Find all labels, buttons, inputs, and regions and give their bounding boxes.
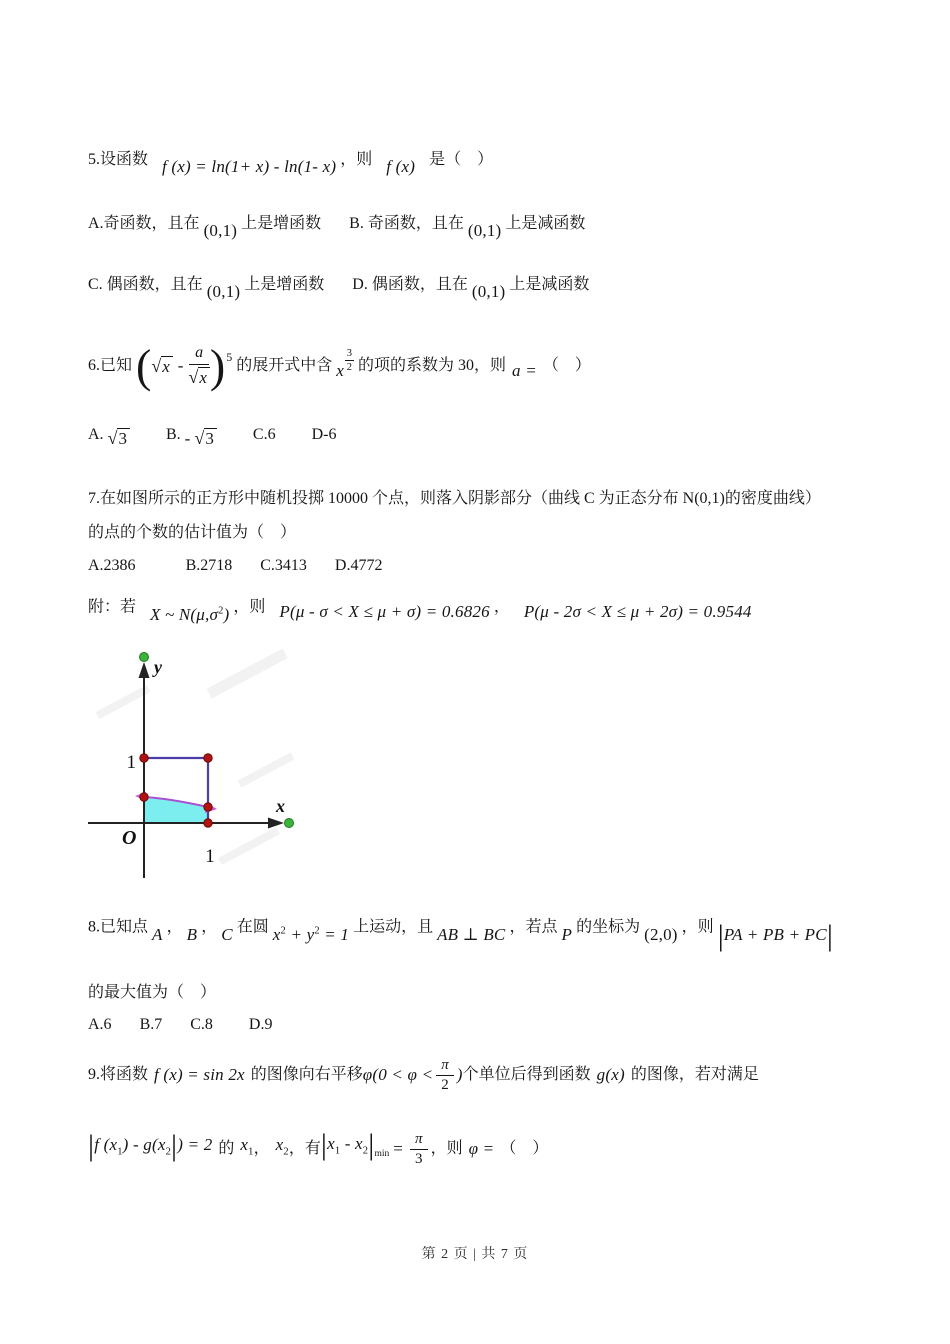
point-1-1 [204, 754, 212, 762]
q7-note-sep: ， [493, 598, 510, 616]
q9-mid2-text: 个单位后得到函数 [462, 1066, 591, 1083]
radical-sign: √ [194, 428, 205, 448]
q8-circle-equation: $x^2 + y^2 = 1$ [272, 924, 350, 944]
q5-stem [88, 146, 494, 176]
q7-stem-line1 [88, 486, 821, 512]
q8-mid1-text: 在圆 [236, 918, 269, 936]
x1-sub: 1 [248, 1146, 254, 1158]
q8-option-a: A.6 [88, 1016, 112, 1033]
radical-sign: √ [188, 366, 199, 387]
x-squared-sup: 2 [280, 925, 286, 936]
q5-option-c-pre: C. 偶函数，且在 [88, 276, 203, 293]
q8-point-b: B [186, 924, 198, 944]
q6-binomial-formula: ( √x - $\frac{a}{√x}$ ) 5 [136, 339, 233, 392]
q7-note-mid: ，则 [233, 598, 266, 616]
radicand: x [198, 367, 210, 387]
q7-options [88, 553, 382, 579]
minus-operator: - [177, 356, 184, 375]
x-axis-arrowhead [268, 818, 284, 829]
q7-option-d: D.4772 [334, 557, 383, 574]
x1-sub: 1 [117, 1146, 123, 1158]
power-exponent-fraction [345, 348, 354, 373]
q7-option-a: A.2386 [88, 557, 136, 574]
fraction-denominator-2: 2 [441, 1076, 449, 1093]
radical-sign: √ [151, 355, 162, 376]
q5-options-ab [88, 210, 586, 240]
q9-stem-line1 [88, 1046, 759, 1104]
q6-option-a-label: A. [88, 426, 104, 443]
watermark-smudge [218, 827, 280, 865]
q9-x2: $x_2$ [275, 1135, 289, 1158]
watermark-smudge [207, 648, 288, 698]
q9-phi-equals: φ = [468, 1139, 495, 1158]
q5-options-cd [88, 271, 590, 301]
q5-formula-fx: f (x) = ln(1+ x) - ln(1- x) [162, 157, 337, 176]
pi-over-3-fraction [410, 1131, 428, 1167]
q8-option-c: C.8 [190, 1016, 213, 1033]
fraction-numerator-pi: π [410, 1131, 428, 1150]
q5-option-c-post: 上是增函数 [244, 276, 325, 293]
q8-option-b: B.7 [139, 1016, 163, 1033]
q8-number-text: 8.已知点 [88, 918, 149, 936]
x2-sub: 2 [165, 1146, 172, 1158]
q7-note-prob2: P(μ - 2σ < X ≤ μ + 2σ) = 0.9544 [523, 601, 752, 621]
x-tick-1: 1 [205, 846, 215, 867]
q9-formula-f: f (x) = sin 2x [154, 1065, 245, 1084]
q9-phi-condition-open: φ(0 < φ < [362, 1065, 434, 1084]
q6-post-text: （ ） [542, 357, 591, 374]
x2-sub: 2 [283, 1146, 289, 1158]
q6-option-b-minus: - [184, 429, 191, 448]
q7-figure [86, 646, 306, 886]
q9-number-text: 9.将函数 [88, 1066, 149, 1083]
q8-mid5-text: ，则 [681, 918, 714, 936]
x-axis-tip-dot [285, 819, 294, 828]
q9-abs-difference: |f $(x_1) - g(x_2|) = 2$ [88, 1129, 213, 1163]
sigma-squared-sup: 2 [218, 605, 224, 616]
q8-perpendicular: AB ⊥ BC [437, 924, 506, 944]
q7-note [88, 590, 752, 624]
q5-post-text: 是（ ） [429, 151, 494, 168]
radicand: 3 [204, 428, 217, 448]
fraction-a-over-sqrt-x [188, 344, 209, 388]
y-axis-arrowhead [139, 662, 150, 678]
pi-over-2-fraction [436, 1057, 454, 1093]
q9-equals: = [393, 1139, 404, 1158]
y-axis-label: y [154, 657, 162, 677]
q7-note-normal-dist: X ~ $N(\mu,\sigma^2)$ [150, 604, 230, 624]
q6-option-b-label: B. [165, 426, 181, 443]
vector-sum: PA + PB + PC [723, 924, 827, 944]
point-curve-left [140, 793, 148, 801]
exp-numerator: 3 [345, 348, 354, 361]
q9-post-text: （ ） [500, 1140, 549, 1157]
q5-option-a-pre: A.奇函数，且在 [88, 215, 200, 232]
q5-option-a-interval: (0,1) [203, 221, 238, 240]
q6-a-equals: a = [512, 361, 537, 380]
q6-option-b-sqrt3 [195, 429, 217, 448]
q9-cn3-text: ，则 [430, 1140, 463, 1157]
q5-option-d-pre: D. 偶函数，且在 [352, 276, 468, 293]
q5-option-d-post: 上是减函数 [509, 276, 590, 293]
x1-sub: 1 [334, 1145, 341, 1157]
watermark-smudge [96, 685, 151, 719]
fraction-numerator: a [189, 344, 209, 364]
q6-options [88, 420, 336, 448]
sqrt-x [151, 353, 172, 380]
q5-option-a-post: 上是增函数 [241, 215, 322, 232]
q9-formula-g: g(x) [596, 1065, 625, 1084]
x-power-three-halves [336, 348, 354, 384]
q9-mid1-text: 的图像向右平移 [250, 1066, 363, 1083]
q8-comma1: ， [166, 918, 183, 936]
q6-mid2-text: 的项的系数为 30，则 [358, 357, 507, 374]
q5-mid-text: ，则 [340, 151, 373, 168]
q7-note-prob1: P(μ - σ < X ≤ μ + σ) = 0.6826 [279, 601, 490, 621]
origin-label: O [122, 827, 137, 849]
q9-mid3-text: 的图像，若对满足 [630, 1066, 759, 1083]
y-squared-sup: 2 [314, 925, 320, 936]
q8-coordinates: (2,0) [644, 924, 678, 944]
y-tick-1: 1 [126, 752, 136, 773]
radical-sign: √ [107, 428, 118, 448]
fraction-numerator-pi: π [436, 1057, 454, 1076]
q7-line2-text: 的点的个数的估计值为（ ） [88, 524, 297, 541]
q8-mid3-text: ，若点 [509, 918, 558, 936]
power-base: x [336, 361, 344, 380]
fraction-denominator-3: 3 [415, 1150, 423, 1167]
x-axis-label: x [276, 796, 285, 816]
exponent-5: 5 [226, 350, 233, 365]
q9-x1: $x_1$ [240, 1135, 254, 1158]
q9-cn2-text: ，有 [288, 1140, 321, 1157]
q7-option-b: B.2718 [185, 557, 233, 574]
q8-point-c: C [221, 924, 233, 944]
q8-comma2: ， [201, 918, 218, 936]
q8-stem [88, 910, 833, 952]
q8-stem-line2 [88, 980, 216, 1006]
q6-option-c: C.6 [252, 426, 276, 443]
q6-number-text: 6.已知 [88, 357, 133, 374]
page-footer-text: 第 2 页 | 共 7 页 [421, 1247, 529, 1262]
q5-number-text: 5.设函数 [88, 151, 149, 168]
min-subscript: min [374, 1149, 390, 1159]
q5-option-d-interval: (0,1) [471, 282, 506, 301]
q8-options [88, 1012, 272, 1038]
q7-option-c: C.3413 [260, 557, 307, 574]
radicand: x [161, 356, 173, 376]
q8-mid2-text: 上运动，且 [353, 918, 434, 936]
q5-option-b-post: 上是减函数 [505, 215, 586, 232]
q8-point-p: P [561, 924, 573, 944]
y-axis-tip-dot [140, 653, 149, 662]
q8-vector-sum-abs: |PA + PB + PC| [717, 918, 833, 952]
q5-option-b-interval: (0,1) [467, 221, 502, 240]
page-footer [0, 1243, 950, 1263]
q8-line2-text: 的最大值为（ ） [88, 984, 217, 1001]
q5-formula-fx2: f (x) [386, 157, 416, 176]
q6-option-a-sqrt3 [108, 429, 130, 448]
q7-stem-line2 [88, 520, 296, 546]
fraction-denominator [188, 365, 209, 388]
point-0-1 [140, 754, 148, 762]
q6-mid1-text: 的展开式中含 [236, 357, 333, 374]
q8-point-a: A [152, 924, 163, 944]
q8-mid4-text: 的坐标为 [576, 918, 641, 936]
q5-option-c-interval: (0,1) [206, 282, 241, 301]
q6-option-d: D-6 [311, 426, 337, 443]
q6-stem [88, 333, 591, 399]
x2-sub: 2 [362, 1145, 369, 1157]
q9-phi-condition-close: ) [456, 1065, 463, 1084]
q9-cn1-text: 的 [218, 1140, 235, 1157]
q9-comma: ， [253, 1140, 270, 1157]
q7-line1-text: 7.在如图所示的正方形中随机投掷 10000 个点，则落入阴影部分（曲线 C 为正态分布 N(0,1)的密度曲线） [88, 490, 821, 507]
q9-min-distance: $|x_1 - x_2|_{min}$ [320, 1128, 390, 1161]
point-1-0 [204, 819, 212, 827]
exp-denominator: 2 [346, 362, 353, 374]
q5-option-b-pre: B. 奇函数，且在 [349, 215, 464, 232]
q9-stem-line2 [88, 1120, 548, 1178]
point-curve-right [204, 803, 212, 811]
q7-note-pre: 附：若 [88, 598, 137, 616]
radicand: 3 [117, 428, 130, 448]
watermark-smudge [238, 752, 295, 787]
q8-option-d: D.9 [248, 1016, 273, 1033]
